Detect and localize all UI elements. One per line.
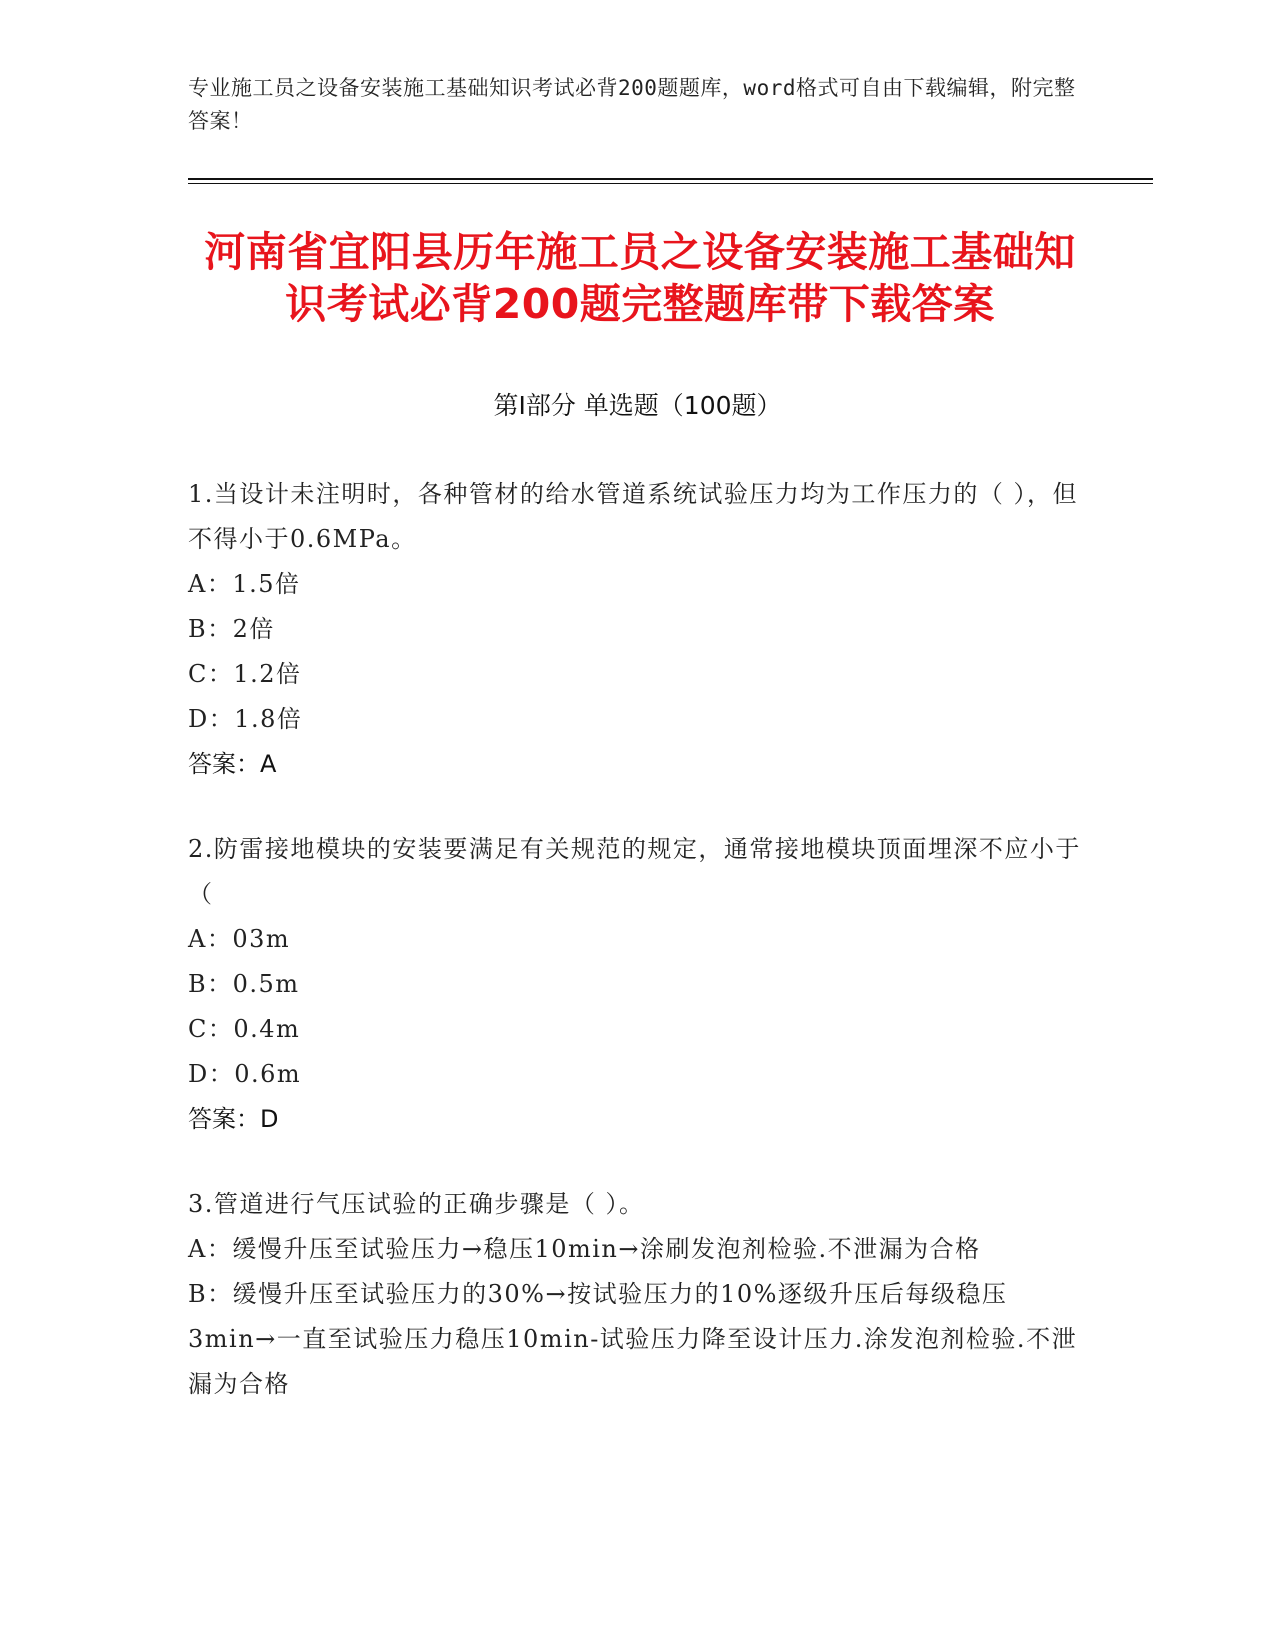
option-d: D：1.8倍 (188, 705, 303, 733)
option-a: A：缓慢升压至试验压力→稳压10min→涂刷发泡剂检验.不泄漏为合格 (188, 1235, 981, 1263)
option-b: B：缓慢升压至试验压力的30%→按试验压力的10%逐级升压后每级稳压3min→一直至试验压力稳压10min-试验压力降至设计压力.涂发泡剂检验.不泄漏为合格 (188, 1280, 1078, 1398)
question-stem: 3.管道进行气压试验的正确步骤是（ ）。 (188, 1190, 645, 1218)
document-title: 河南省宜阳县历年施工员之设备安装施工基础知识考试必背200题完整题库带下载答案 (204, 228, 1076, 328)
question-list (188, 472, 1088, 1447)
answer-line: 答案：D (188, 1105, 279, 1133)
option-b: B：2倍 (188, 615, 275, 643)
question-2 (188, 827, 1088, 1142)
question-stem: 1.当设计未注明时，各种管材的给水管道系统试验压力均为工作压力的（ ），但不得小于0.6MPa。 (188, 480, 1079, 553)
option-c: C：0.4m (188, 1015, 301, 1043)
option-a: A：1.5倍 (188, 570, 301, 598)
question-stem: 2.防雷接地模块的安装要满足有关规范的规定，通常接地模块顶面埋深不应小于（ (188, 835, 1081, 908)
answer-line: 答案：A (188, 750, 277, 778)
option-d: D：0.6m (188, 1060, 302, 1088)
question-3 (188, 1182, 1088, 1407)
question-1 (188, 472, 1088, 787)
section-title: 第Ⅰ部分 单选题（100题） (493, 391, 782, 420)
header-note: 专业施工员之设备安装施工基础知识考试必背200题题库，word格式可自由下载编辑，附完整答案！ (188, 76, 1076, 133)
option-a: A：03m (188, 925, 291, 953)
option-b: B：0.5m (188, 970, 300, 998)
header-divider-thin (188, 183, 1153, 184)
header-divider-thick (188, 178, 1153, 180)
option-c: C：1.2倍 (188, 660, 302, 688)
